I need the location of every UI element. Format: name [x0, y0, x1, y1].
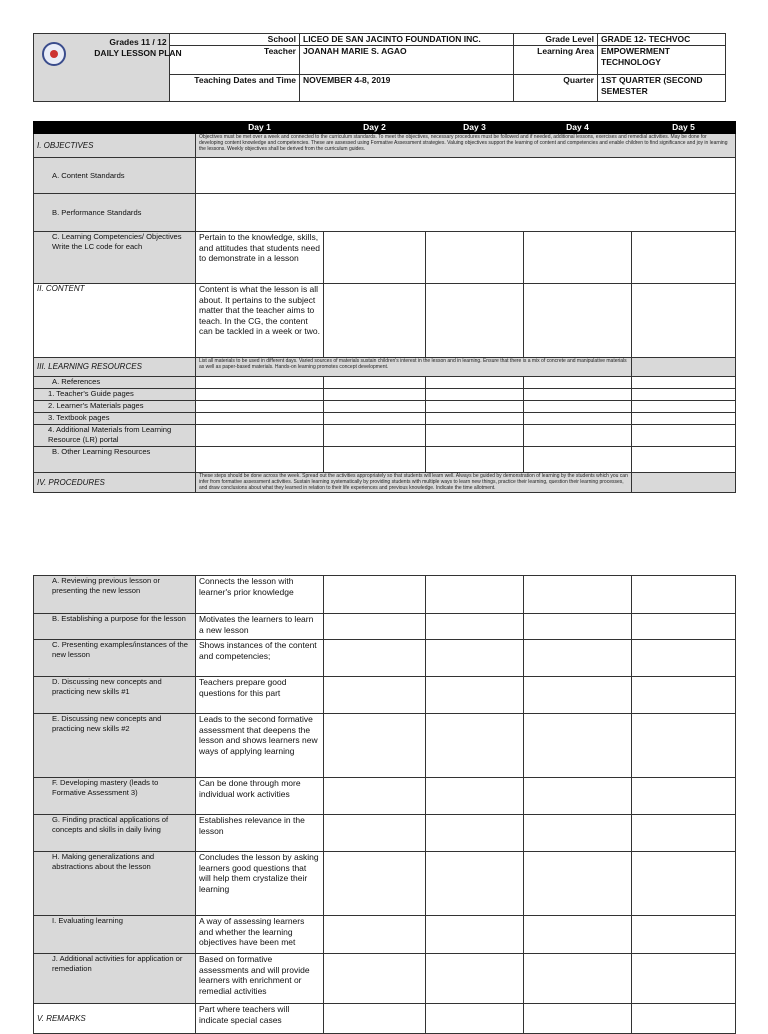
cell: [524, 815, 632, 852]
cell: [426, 677, 524, 714]
day-header-row: [34, 122, 736, 134]
tg-pages-label: 1. Teacher's Guide pages: [34, 389, 196, 401]
cell: [524, 425, 632, 447]
teacher-value: JOANAH MARIE S. AGAO: [300, 46, 514, 75]
cell: [632, 413, 736, 425]
grade-level-value: GRADE 12- TECHVOC: [598, 34, 726, 46]
cell: [426, 852, 524, 916]
step-desc: Shows instances of the content and competencies;: [196, 640, 324, 677]
cell: [524, 916, 632, 954]
cell: [632, 284, 736, 358]
cell: [632, 576, 736, 614]
cell: [426, 614, 524, 640]
dates-label: Teaching Dates and Time: [170, 75, 300, 102]
table-row: [34, 954, 736, 1004]
lm-pages-label: 2. Learner's Materials pages: [34, 401, 196, 413]
school-label: School: [170, 34, 300, 46]
step-label: D. Discussing new concepts and practicing new skills #1: [34, 677, 196, 714]
cell: [632, 473, 736, 493]
school-logo-cell: [34, 34, 182, 102]
table-row: [34, 677, 736, 714]
step-label: I. Evaluating learning: [34, 916, 196, 954]
teacher-label: Teacher: [170, 46, 300, 75]
cell: [524, 778, 632, 815]
cell: [426, 916, 524, 954]
step-label: J. Additional activities for application or remediation: [34, 954, 196, 1004]
cell: [524, 640, 632, 677]
cell: [524, 284, 632, 358]
step-desc: Connects the lesson with learner's prior knowledge: [196, 576, 324, 614]
table-row: [34, 640, 736, 677]
cell: [426, 954, 524, 1004]
resources-label: III. LEARNING RESOURCES: [34, 358, 196, 377]
learning-area-label: Learning Area: [514, 46, 598, 75]
cell: [632, 916, 736, 954]
resources-note: List all materials to be used in different days. Varied sources of materials sustain children's interest in the lesson and in learning. Ensure that there is a mix of concrete and manipulative materials as well as paper-based materials. Hands-on learning promotes concept development.: [196, 358, 632, 377]
cell: [426, 377, 524, 389]
step-desc: Teachers prepare good questions for this part: [196, 677, 324, 714]
step-label: F. Developing mastery (leads to Formative Assessment 3): [34, 778, 196, 815]
content-standards-label: A. Content Standards: [34, 158, 196, 194]
cell: [324, 389, 426, 401]
cell: [426, 401, 524, 413]
performance-standards-label: B. Performance Standards: [34, 194, 196, 232]
cell: [324, 614, 426, 640]
step-desc: Can be done through more individual work activities: [196, 778, 324, 815]
step-desc: Concludes the lesson by asking learners good questions that will help them crystalize their learning: [196, 852, 324, 916]
cell: [632, 852, 736, 916]
cell: [426, 284, 524, 358]
cell: [632, 677, 736, 714]
cell: [632, 778, 736, 815]
cell: [524, 389, 632, 401]
learning-area-value: EMPOWERMENT TECHNOLOGY: [598, 46, 726, 75]
cell: [524, 954, 632, 1004]
table-row: [34, 852, 736, 916]
references-label: A. References: [34, 377, 196, 389]
cell: [324, 377, 426, 389]
cell: [324, 916, 426, 954]
cell: [324, 640, 426, 677]
cell: [324, 815, 426, 852]
cell: [426, 447, 524, 473]
other-resources-label: B. Other Learning Resources: [34, 447, 196, 473]
objectives-label: I. OBJECTIVES: [34, 134, 196, 158]
cell: [524, 714, 632, 778]
school-value: LICEO DE SAN JACINTO FOUNDATION INC.: [300, 34, 514, 46]
cell: [324, 447, 426, 473]
cell: [324, 778, 426, 815]
cell: [632, 640, 736, 677]
grade-level-label: Grade Level: [514, 34, 598, 46]
step-desc: Based on formative assessments and will provide learners with enrichment or remedial activities: [196, 954, 324, 1004]
cell: [324, 1004, 426, 1034]
deped-seal-icon: [42, 42, 66, 66]
dates-value: NOVEMBER 4-8, 2019: [300, 75, 514, 102]
objectives-note: Objectives must be met over a week and connected to the curriculum standards. To meet the objectives, necessary procedures must be followed and if needed, additional lessons, exercises and remedial activities. May be done for developing content knowledge and competencies. These are assessed using Formative Assessment strategies. Valuing objectives support the learning of content and competencies and enable children to find significance and joy in learning the lessons. Weekly objectives shall be derived from the curriculum guides.: [196, 134, 736, 158]
procedures-note: These steps should be done across the week. Spread out the activities appropriately so that students will learn well. Always be guided by demonstration of learning by the students which you can infer from formative assessment activities. Sustain learning systematically by providing students with multiple ways to learn new things, practice their learning, question their learning processes, and draw conclusions about what they learned in relation to their life experiences and previous knowledge. Indicate the time allotment.: [196, 473, 632, 493]
day-1-header: Day 1: [196, 122, 324, 134]
cell: [524, 413, 632, 425]
cell: [632, 232, 736, 284]
table-row: [34, 1004, 736, 1034]
cell: [324, 413, 426, 425]
cell: [524, 614, 632, 640]
cell: [324, 232, 426, 284]
cell: [524, 377, 632, 389]
table-row: [34, 815, 736, 852]
day-3-header: Day 3: [426, 122, 524, 134]
cell: [524, 852, 632, 916]
cell: [196, 413, 324, 425]
cell: [324, 576, 426, 614]
performance-standards-cell: [196, 194, 736, 232]
cell: [324, 284, 426, 358]
step-desc: Motivates the learners to learn a new lesson: [196, 614, 324, 640]
cell: [632, 815, 736, 852]
cell: [632, 447, 736, 473]
cell: [632, 954, 736, 1004]
step-label: E. Discussing new concepts and practicing new skills #2: [34, 714, 196, 778]
cell: [426, 576, 524, 614]
table-row: [34, 614, 736, 640]
cell: [632, 389, 736, 401]
cell: [324, 425, 426, 447]
plan-type-text: DAILY LESSON PLAN: [94, 48, 182, 58]
step-label: G. Finding practical applications of concepts and skills in daily living: [34, 815, 196, 852]
cell: [324, 677, 426, 714]
content-standards-cell: [196, 158, 736, 194]
day-2-header: Day 2: [324, 122, 426, 134]
cell: [524, 1004, 632, 1034]
quarter-label: Quarter: [514, 75, 598, 102]
table-row: [34, 778, 736, 815]
cell: [426, 413, 524, 425]
competencies-label: C. Learning Competencies/ Objectives Write the LC code for each: [34, 232, 196, 284]
cell: [426, 232, 524, 284]
cell: [524, 232, 632, 284]
cell: [632, 614, 736, 640]
procedures-label: IV. PROCEDURES: [34, 473, 196, 493]
step-desc: A way of assessing learners and whether the learning objectives have been met: [196, 916, 324, 954]
cell: [324, 714, 426, 778]
cell: [324, 954, 426, 1004]
remarks-desc: Part where teachers will indicate special cases: [196, 1004, 324, 1034]
cell: [632, 1004, 736, 1034]
header-table: [33, 33, 726, 102]
step-label: C. Presenting examples/instances of the new lesson: [34, 640, 196, 677]
cell: [426, 640, 524, 677]
day-header-empty: [34, 122, 196, 134]
cell: [632, 377, 736, 389]
cell: [196, 389, 324, 401]
cell: [524, 447, 632, 473]
cell: [426, 1004, 524, 1034]
step-desc: Establishes relevance in the lesson: [196, 815, 324, 852]
step-label: H. Making generalizations and abstractions about the lesson: [34, 852, 196, 916]
cell: [426, 778, 524, 815]
content-label: II. CONTENT: [34, 284, 196, 358]
quarter-value: 1ST QUARTER (SECOND SEMESTER: [598, 75, 726, 102]
cell: [426, 425, 524, 447]
cell: [524, 401, 632, 413]
cell: [632, 358, 736, 377]
cell: [632, 425, 736, 447]
cell: [426, 389, 524, 401]
day-4-header: Day 4: [524, 122, 632, 134]
plan-title: [78, 37, 198, 59]
table-row: [34, 576, 736, 614]
table-row: [34, 714, 736, 778]
cell: [426, 714, 524, 778]
step-label: B. Establishing a purpose for the lesson: [34, 614, 196, 640]
procedures-table: [33, 575, 736, 1034]
textbook-pages-label: 3. Textbook pages: [34, 413, 196, 425]
cell: [324, 401, 426, 413]
cell: [324, 852, 426, 916]
cell: [196, 377, 324, 389]
cell: [632, 401, 736, 413]
cell: [632, 714, 736, 778]
grades-text: Grades 11 / 12: [109, 37, 167, 47]
day-5-header: Day 5: [632, 122, 736, 134]
step-label: A. Reviewing previous lesson or presenting the new lesson: [34, 576, 196, 614]
remarks-label: V. REMARKS: [34, 1004, 196, 1034]
table-row: [34, 916, 736, 954]
cell: [196, 425, 324, 447]
cell: [196, 401, 324, 413]
cell: [524, 576, 632, 614]
content-desc: Content is what the lesson is all about. It pertains to the subject matter that the teacher aims to teach. In the CG, the content can be tackled in a week or two.: [196, 284, 324, 358]
lr-portal-label: 4. Additional Materials from Learning Resource (LR) portal: [34, 425, 196, 447]
cell: [524, 677, 632, 714]
competencies-desc: Pertain to the knowledge, skills, and attitudes that students need to demonstrate in a lesson: [196, 232, 324, 284]
lesson-plan-table: [33, 121, 736, 493]
cell: [196, 447, 324, 473]
cell: [426, 815, 524, 852]
step-desc: Leads to the second formative assessment that deepens the lesson and shows learners new ways of applying learning: [196, 714, 324, 778]
